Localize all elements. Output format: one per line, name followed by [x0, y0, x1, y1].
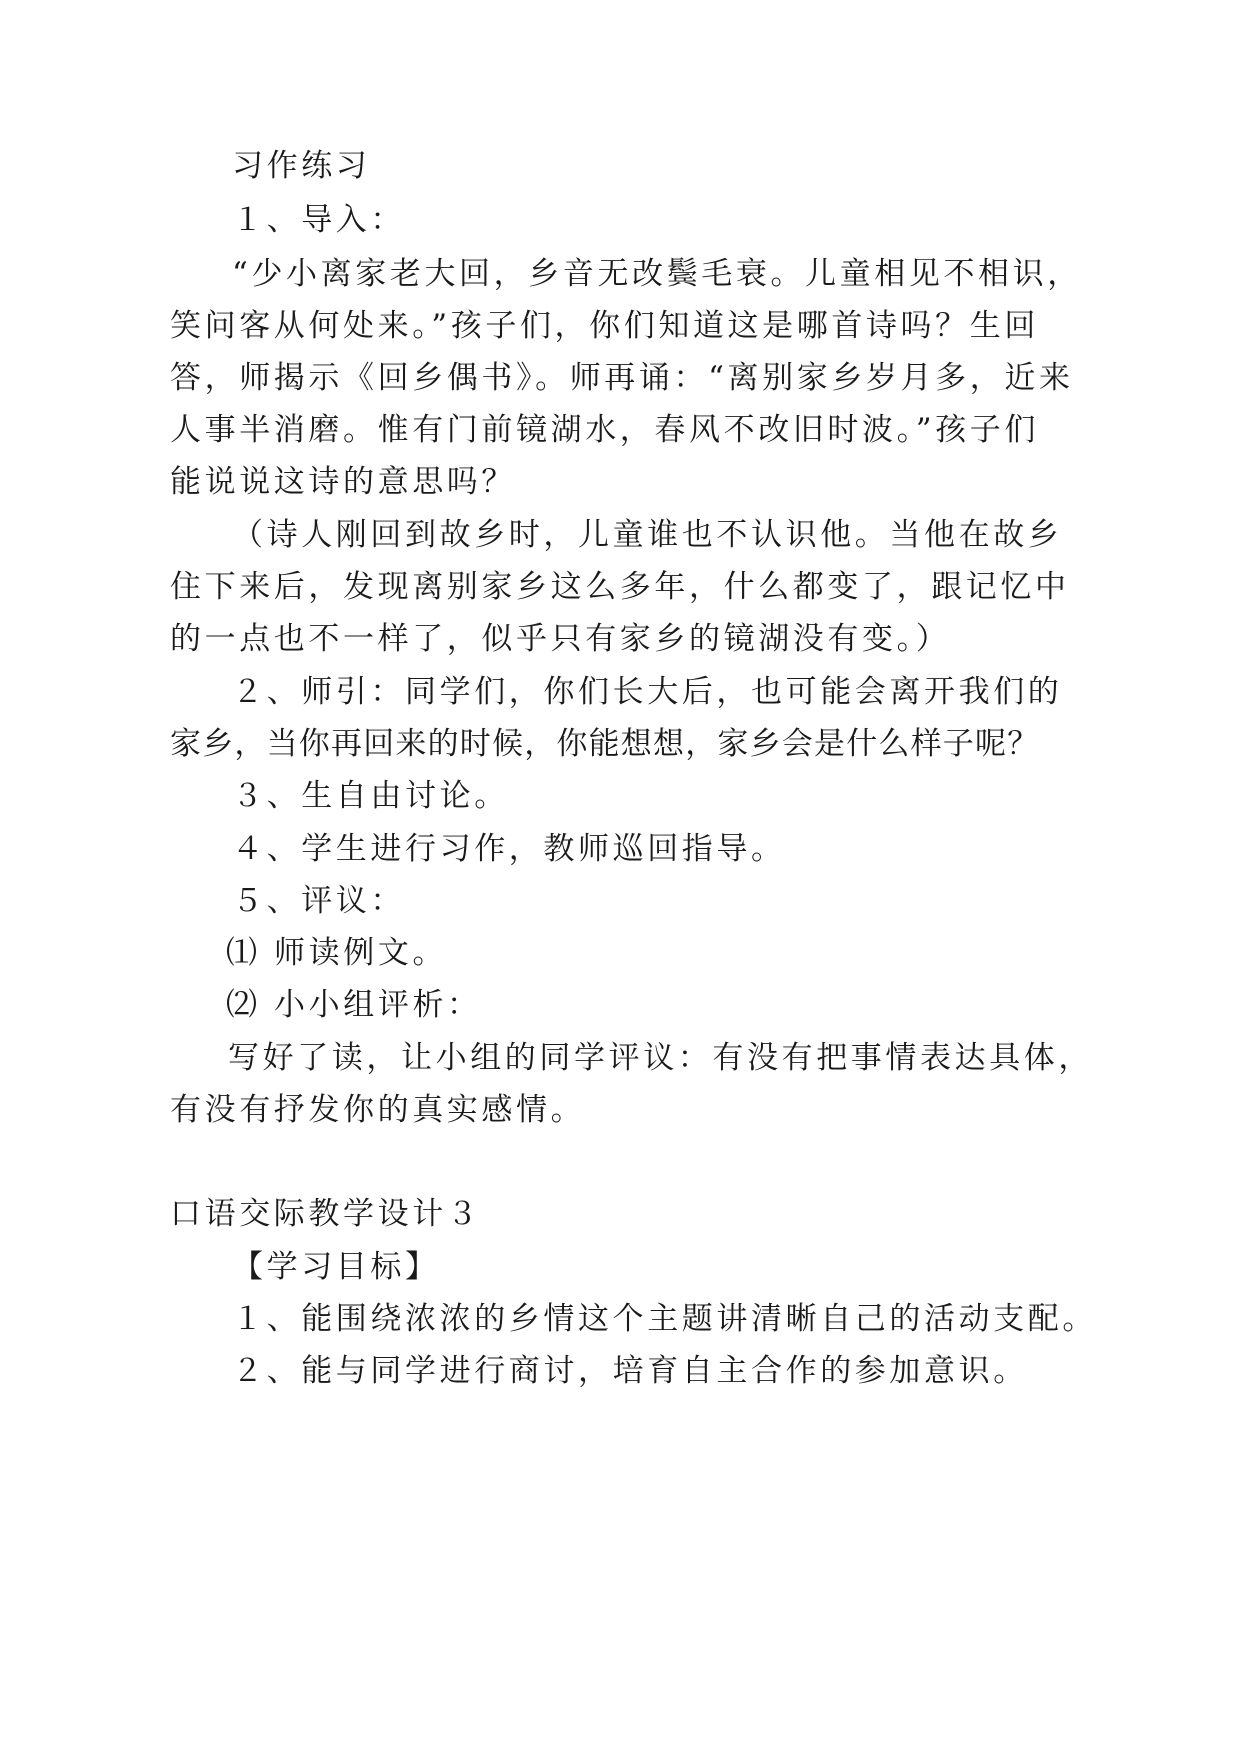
paragraph-line: “少小离家老大回，乡音无改鬓毛衰。儿童相见不相识， — [232, 256, 1082, 292]
list-item: ３、生自由讨论。 — [232, 778, 509, 814]
paragraph-line: 家乡，当你再回来的时候，你能想想，家乡会是什么样子呢？ — [170, 726, 1040, 762]
list-item: ５、评议： — [232, 883, 405, 919]
list-item: １、能围绕浓浓的乡情这个主题讲清晰自己的活动支配。 — [232, 1301, 1097, 1337]
list-item: ２、师引：同学们，你们长大后，也可能会离开我们的 — [232, 674, 1063, 710]
paragraph-line: 写好了读，让小组的同学评议：有没有把事情表达具体， — [228, 1040, 1093, 1076]
sub-list-item: ⑴ 师读例文。 — [226, 935, 448, 971]
list-item: ２、能与同学进行商讨，培育自主合作的参加意识。 — [232, 1353, 1028, 1389]
paragraph-line: 人事半消磨。惟有门前镜湖水，春风不改旧时波。”孩子们 — [170, 412, 1039, 448]
paragraph-line: 有没有抒发你的真实感情。 — [170, 1092, 586, 1128]
paragraph-line: （诗人刚回到故乡时，儿童谁也不认识他。当他在故乡 — [232, 517, 1063, 553]
paragraph-line: 能说说这诗的意思吗？ — [170, 464, 516, 500]
section-title: 口语交际教学设计３ — [170, 1196, 482, 1232]
paragraph-line: 笑问客从何处来。”孩子们，你们知道这是哪首诗吗？生回 — [170, 308, 1039, 344]
section-heading: 习作练习 — [232, 148, 371, 184]
list-item: ４、学生进行习作，教师巡回指导。 — [232, 831, 786, 867]
paragraph-line: 答，师揭示《回乡偶书》。师再诵：“离别家乡岁月多，近来 — [170, 360, 1074, 396]
paragraph-line: 的一点也不一样了，似乎只有家乡的镜湖没有变。） — [170, 621, 951, 657]
list-item: １、导入： — [232, 202, 405, 238]
goals-heading: 【学习目标】 — [232, 1249, 440, 1285]
sub-list-item: ⑵ 小小组评析： — [226, 987, 482, 1023]
paragraph-line: 住下来后，发现离别家乡这么多年，什么都变了，跟记忆中 — [170, 569, 1070, 605]
